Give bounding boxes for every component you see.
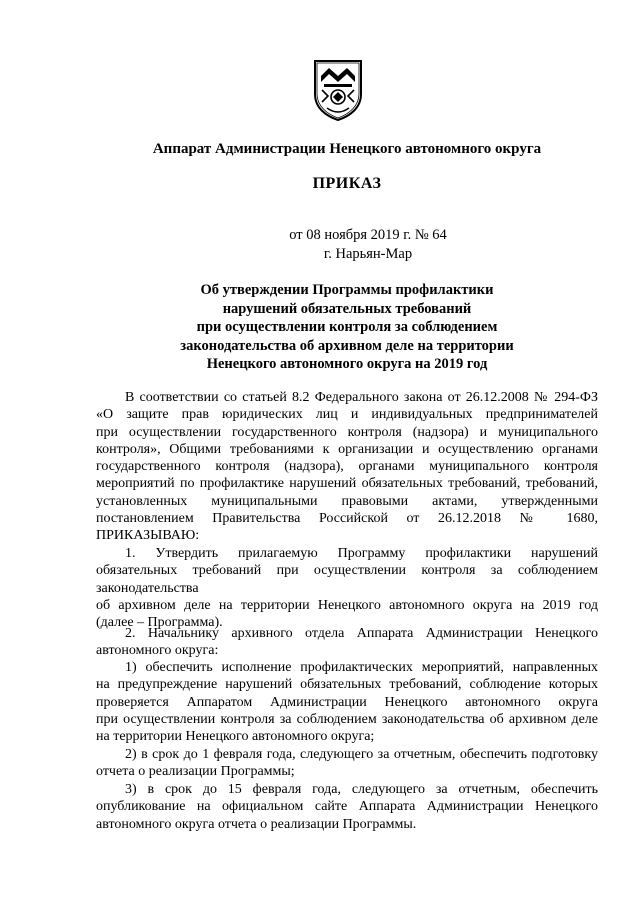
text-line: 2) в срок до 1 февраля года, следующего за отчетным, обеспечить подготовку [125,747,598,762]
document-type: ПРИКАЗ [312,175,382,192]
text-line: законодательства [96,580,199,596]
text-line: В соответствии со статьей 8.2 Федерального закона от 26.12.2008 № 294-ФЗ [125,390,598,405]
text-line: при осуществлении государственного контроля (надзора) и муниципального [96,424,598,440]
organization-name: Аппарат Администрации Ненецкого автономного округа [152,141,542,157]
subitem-2-paragraph [96,746,598,781]
preamble-paragraph [96,389,598,545]
text-line: на территории Ненецкого автономного округа; [96,729,375,745]
text-line: автономного округа отчета о реализации Программы. [96,816,417,832]
text-line: установленных муниципальными правовыми актами, утвержденными [96,493,598,509]
text-line: ПРИКАЗЫВАЮ: [96,528,200,544]
text-line: государственного контроля (надзора), органами муниципального контроля [96,459,598,475]
text-line: на предупреждение нарушений обязательных требований, соблюдение которых [96,677,598,693]
title-line: Об утверждении Программы профилактики [200,282,494,298]
text-line: автономного округа: [96,643,219,659]
text-line: отчета о реализации Программы; [96,764,295,780]
text-line: контроля», Общими требованиями к организации и осуществлению органами [96,441,598,457]
text-line: об архивном деле на территории Ненецкого автономного округа на 2019 год [96,597,598,613]
title-line: нарушений обязательных требований [222,300,472,317]
subitem-1-paragraph [96,659,598,745]
text-line: мероприятий по профилактике нарушений обязательных требований, требований, [96,476,598,492]
document-date: от 08 ноября 2019 г. № 64 [289,227,447,243]
text-line: постановлением Правительства Российской от 26.12.2018 № 1680, [96,511,598,527]
item-1-paragraph [96,545,598,631]
text-line: проверяется Аппаратом Администрации Ненецкого автономного округа [96,694,598,710]
item-2-paragraph [96,625,598,660]
text-line: 3) в срок до 15 февраля года, следующего за отчетным, обеспечить [125,782,598,797]
text-line: обязательных требований при осуществлении контроля за соблюдением [96,563,598,579]
title-line: Ненецкого автономного округа на 2019 год [206,356,488,373]
document-title [96,281,598,374]
text-line: при осуществлении контроля за соблюдением законодательства об архивном деле [96,711,598,727]
document-city: г. Нарьян-Мар [323,246,413,262]
subitem-3-paragraph [96,781,598,833]
text-line: (далее – Программа). [96,615,223,631]
title-line: законодательства об архивном деле на территории [180,337,514,354]
text-line: «О защите прав юридических лиц и индивидуальных предпринимателей [96,407,598,423]
text-line: 1. Утвердить прилагаемую Программу профилактики нарушений [125,546,598,561]
text-line: опубликование на официальном сайте Аппарата Администрации Ненецкого [96,799,598,815]
text-line: 2. Начальнику архивного отдела Аппарата Администрации Ненецкого [125,626,598,641]
title-line: при осуществлении контроля за соблюдением [196,319,498,336]
text-line: 1) обеспечить исполнение профилактических мероприятий, направленных [125,660,598,675]
coat-of-arms-icon [312,58,364,122]
